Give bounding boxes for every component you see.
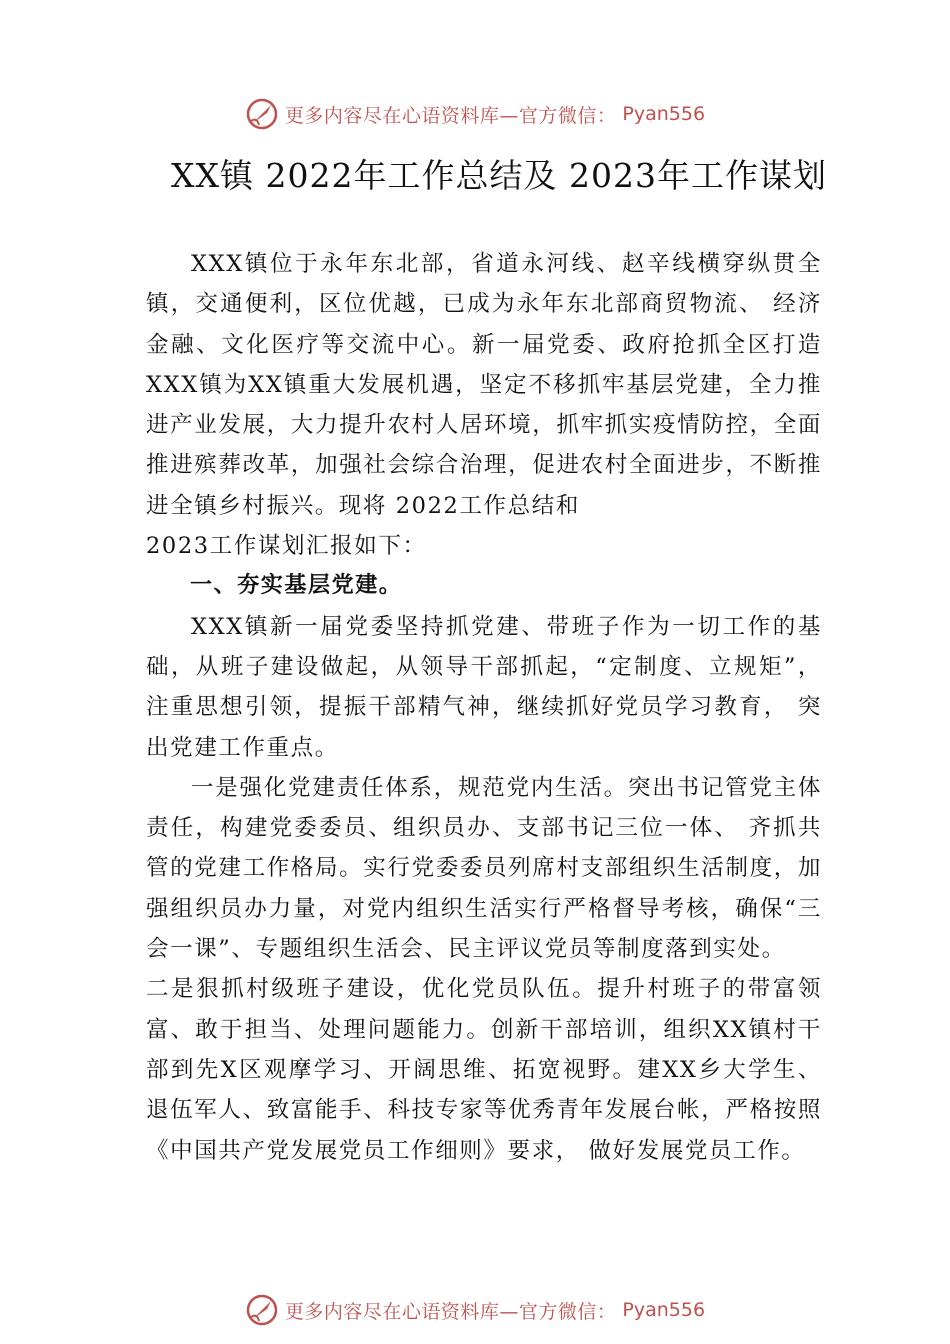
quill-logo-icon — [245, 97, 279, 131]
paragraph-point-two: 二是狠抓村级班子建设，优化党员队伍。提升村班子的带富领富、敢于担当、处理问题能力。创新干部培训，组织XX镇村干部到先X区观摩学习、开阔思维、拓宽视野。建XX乡大学生、退伍军人、致富能手、科技专家等优秀青年发展台帐，严格按照《中国共产党发展党员工作细则》要求， 做好发展党员工作。 — [146, 976, 822, 1164]
paragraph-intro: XXX镇位于永年东北部，省道永河线、赵辛线横穿纵贯全镇，交通便利，区位优越，已成为永年东北部商贸物流、 经济金融、文化医疗等交流中心。新一届党委、政府抢抓全区打造 XXX镇为XX镇重大发展机遇，坚定不移抓牢基层党建，全力推进产业发展，大力提升农村人居环境，抓牢抓实疫情防控，全面推进殡葬改革，加强社会综合治理，促进农村全面进步，不断推进全镇乡村振兴。现将 2022工作总结和 — [146, 251, 822, 519]
watermark-footer — [0, 1290, 950, 1330]
watermark-text: 更多内容尽在心语资料库—官方微信： — [284, 104, 617, 127]
document-title: XX镇 2022年工作总结及 2023年工作谋划 — [171, 156, 827, 195]
section-heading: 一、夯实基层党建。 — [190, 573, 403, 599]
watermark-text: 更多内容尽在心语资料库—官方微信： — [284, 1300, 617, 1323]
watermark-header — [0, 94, 950, 134]
quill-logo-icon — [245, 1293, 279, 1327]
watermark-contact: Pyan556 — [622, 103, 706, 125]
paragraph-section-intro: XXX镇新一届党委坚持抓党建、带班子作为一切工作的基础，从班子建设做起，从领导干部抓起，“定制度、立规矩”，注重思想引领，提振干部精气神，继续抓好党员学习教育， 突出党建工作重点。 — [146, 613, 822, 761]
paragraph-point-one: 一是强化党建责任体系，规范党内生活。突出书记管党主体责任，构建党委委员、组织员办、支部书记三位一体、 齐抓共管的党建工作格局。实行党委委员列席村支部组织生活制度，加强组织员办力量，对党内组织生活实行严格督导考核，确保“三会一课”、专题组织生活会、民主评议党员等制度落到实处。 — [146, 774, 822, 963]
paragraph-intro-continued: 2023工作谋划汇报如下： — [146, 533, 427, 560]
watermark-contact: Pyan556 — [622, 1299, 706, 1321]
document-body — [146, 244, 822, 1171]
